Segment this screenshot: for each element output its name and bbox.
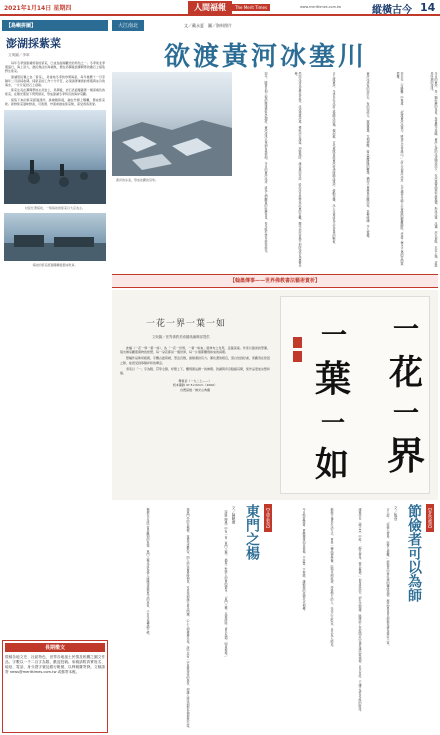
artwork-title: 一花一界一葉一如	[146, 319, 227, 329]
article-column: 諸葛亮在〈誡子書〉中說：「靜以修身，儉以養德。」他身居高位，卻生活簡樸，臨終前上表說明家中僅有薄田與桑樹，足以自給，不讓子孫有多餘的財產。	[358, 508, 362, 714]
calligraphy-char: 一	[393, 399, 420, 429]
article-column: 李白在〈行路難〉中寫道：「欲渡黃河冰塞川，將登太行雪滿山。」詩人以黃河冰封、太行積雪比喻人生道路的艱難險阻，抒發了懷才不遇的苦悶與憤慨。	[396, 72, 404, 266]
ice-river-image	[112, 72, 232, 176]
article-thrift	[280, 504, 438, 733]
seaweed-drying-photo	[4, 213, 106, 261]
article-penghu	[2, 20, 108, 270]
artwork-description	[120, 346, 270, 392]
article-title: 欲渡黃河冰塞川	[164, 42, 368, 72]
article-dongmen	[112, 504, 276, 733]
article-column: 城東門外的白楊樹，枝葉茂盛繁密。兩人約定黃昏時相見，可是等到滿天星光閃爍，心上人卻遲遲未來。詩中沒有一字直寫等待的焦急，卻讓人感受到那份惆悵與失落。	[186, 508, 190, 730]
calligraphy-char: 一	[321, 321, 348, 351]
article-column: 今日物質豐富，更應懂得知足惜福，不浪費、不奢靡，讓節儉的美德代代相傳。	[302, 508, 306, 613]
artwork-meta: 釋星雲（一九二七——） 紙本墨跡 47.5×32cm（2000） 台灣高雄／佛光山典藏	[172, 379, 218, 392]
article-column: 楊樹在古詩中常是離別的象徵，東門之楊也成為後人詠嘆等候與思念的意象，千百年來傳誦不絕。	[146, 508, 150, 637]
calligraphy-char: 界	[387, 433, 426, 478]
article-author: 文／陳曉俊	[232, 506, 236, 524]
article-column: 節儉不僅是生活方式，更是一種品德修養。能夠克制欲望、珍惜物力的人，往往心志堅定，足以為人師表。	[330, 508, 334, 649]
calligraphy-artwork	[280, 296, 430, 494]
photo-caption: 黃河的冰凌，形成壯觀的景象。	[116, 178, 159, 182]
calligraphy-char: 葉	[315, 358, 352, 400]
section-banner: 【翰墨傳事——世界佛教書法藝術賞析】	[112, 274, 438, 288]
calligraphy-feature	[112, 290, 438, 500]
article-column: 《詩經·陳風》中有一首〈東門之楊〉，描寫一對戀人約會的情景：「東門之楊，其葉牂牂。昏以為期，明星煌煌。」	[224, 508, 228, 659]
article-paragraph: 澎湖居民稱之為「紫菜」，是當地冬季的珍貴海產，每年農曆十一月至隔年二月是採收期。採紫菜的工作十分辛苦，必須頂著凜冽的寒風與冰冷的海水，一片片從岩石上刮取。	[5, 74, 105, 88]
article-column: 黃河冰凌有的如巨石，有的如碎玉，層層疊疊，互相擠壓，發出轟隆隆的響聲，猶如千軍萬馬奔騰而來，氣勢磅礴，令人震撼。	[366, 72, 370, 240]
column-tag: 大江南北	[112, 20, 144, 31]
article-column: 如今，隨著水利工程的興建與科學調度，黃河凌汛已得到有效控制。冬日的黃河冰凌，成為人們觀賞的壯麗奇景，每年吸引眾多遊客前往。	[264, 72, 268, 255]
red-seal-icon	[293, 337, 302, 348]
article-column: 古人渡黃河，冬季多在冰封之後踏冰而過。據記載，古代軍隊常趁黃河封凍時踏冰渡河，發動突襲，冰上行軍成為兵家常用的戰術。	[332, 72, 336, 246]
calligraphy-char: 一	[321, 408, 345, 437]
article-title: 東門之楊	[244, 504, 260, 560]
article-paragraph: 書家以「一」字為眼，貫穿全篇，呼應上下，體現萬法歸一的佛理。款識與印章點綴其間，使作品更加完整和諧。	[120, 366, 271, 376]
article-paragraph: 整幅作品佈局疏朗，字體古拙質樸，筆意沉穩，線條遒勁有力。墨色濃淡相宜，留白恰到好處，使觀者在欣賞之際，能感受到寧靜祥和的禪意。	[120, 356, 271, 365]
column-tag: 【島嶼拼圖】	[2, 20, 108, 31]
section-title: 縱橫古今	[372, 5, 412, 16]
article-paragraph: 此幅《一花一界一葉一如》，為「一花一世界，一葉一如來」經典句之化用，意蘊深遠。作者以簡淡的筆墨，寫出佛家觀照萬物的智慧，每一朵花都是一個世界，每一片葉都體現如來的真理。	[120, 346, 270, 355]
column-tag: 【文學新苑】	[266, 506, 271, 530]
article-author: 文與圖／世界佛教美術圖典編輯部提供	[152, 335, 210, 339]
river-ice-photo	[112, 72, 232, 176]
red-seal-icon	[293, 351, 302, 362]
seaweed-harvest-photo	[4, 110, 106, 204]
photo-caption: 採收的紫菜經過曝曬後製成乾貨。	[32, 263, 78, 268]
calligraphy-char: 一	[393, 315, 420, 345]
drying-racks-image	[4, 213, 106, 261]
article-author: 文與圖／李軍	[8, 53, 30, 57]
coastal-rocks-image	[4, 110, 106, 204]
article-author: 文／殷登	[394, 506, 398, 521]
article-author: 文／戴永夏 圖／資料照片	[184, 23, 232, 28]
calligraphy-char: 如	[315, 445, 349, 485]
newspaper-logo: 人間福報	[188, 1, 232, 14]
page-header	[0, 0, 440, 16]
page-number: 14	[420, 1, 436, 14]
calligraphy-char: 花	[389, 353, 423, 393]
ad-title: 長期徵文	[5, 643, 105, 652]
article-paragraph: 紫菜生長在潮間帶的玄武岩上，退潮後，岩石表面覆蓋著一層深褐色的紫菜，在陽光照射下閃閃發亮，形成澎湖冬季特有的海岸景觀。	[5, 88, 105, 97]
ad-text: 徵稿各地文史、社區特色、世界各地風土民情及相關之圖文作品，字數以一千二百字為限，歡迎投稿。來稿請附真實姓名、地址、電話、身分證字號及銀行帳號，以利稿費寄發。文稿請寄 news@merittimes.com.tw 或郵寄本報。	[5, 655, 105, 674]
website-url[interactable]: www.merittimes.com.tw	[300, 5, 342, 9]
article-column: 然而冰凌也常帶來災害。冰凌堵塞河道，導致河水漫溢，沖毀堤防，淹沒農田村莊，給沿岸百姓帶來沉重的災難。歷代治河者無不把防凌作為重要任務。	[294, 72, 302, 267]
call-for-submissions-box	[2, 640, 108, 733]
article-yellow-river	[112, 20, 438, 270]
article-title: 澎湖採紫菜	[6, 37, 61, 50]
article-column: 古人說：「由儉入奢易，由奢入儉難。」節儉是中華民族的傳統美德，歷代賢者皆以節儉為修身齊家之本。	[386, 508, 390, 648]
issue-date: 2021年1月14日 星期四	[4, 5, 72, 12]
article-paragraph: 採集下來的紫菜經過清洗、挑揀雜質後，鋪在竹篩上曝曬，製成紫菜乾。新鮮紫菜滋味鮮美，可煮湯、炒蛋或做成紫菜餅，深受遊客喜愛。	[5, 97, 105, 106]
newspaper-english-name: The Merit Times	[232, 4, 270, 11]
article-column: 冬日的黃河，是一幅壯麗的景象。每當嚴冬來臨，黃河上游的冰凌順流而下，在河道彎曲狹窄處堆積，形成冰塞、冰壩，河水被阻，水位上漲，這就是所謂的凌汛。	[430, 72, 438, 267]
article-title: 節儉者可以為師	[406, 504, 422, 602]
article-paragraph: 每年冬季到澎湖遊客的紫菜，已成為澎湖觀光的特色之一。冬季東北季風盛行，海上浪大，漁民無法出海捕魚，便在退潮後到潮間帶的礁石上採集野生紫菜。	[5, 61, 105, 74]
photo-caption: 村民忙著採收，一般採收的紫菜以大宗為主。	[24, 206, 85, 211]
column-tag: 【春秋論譚】	[428, 506, 433, 530]
